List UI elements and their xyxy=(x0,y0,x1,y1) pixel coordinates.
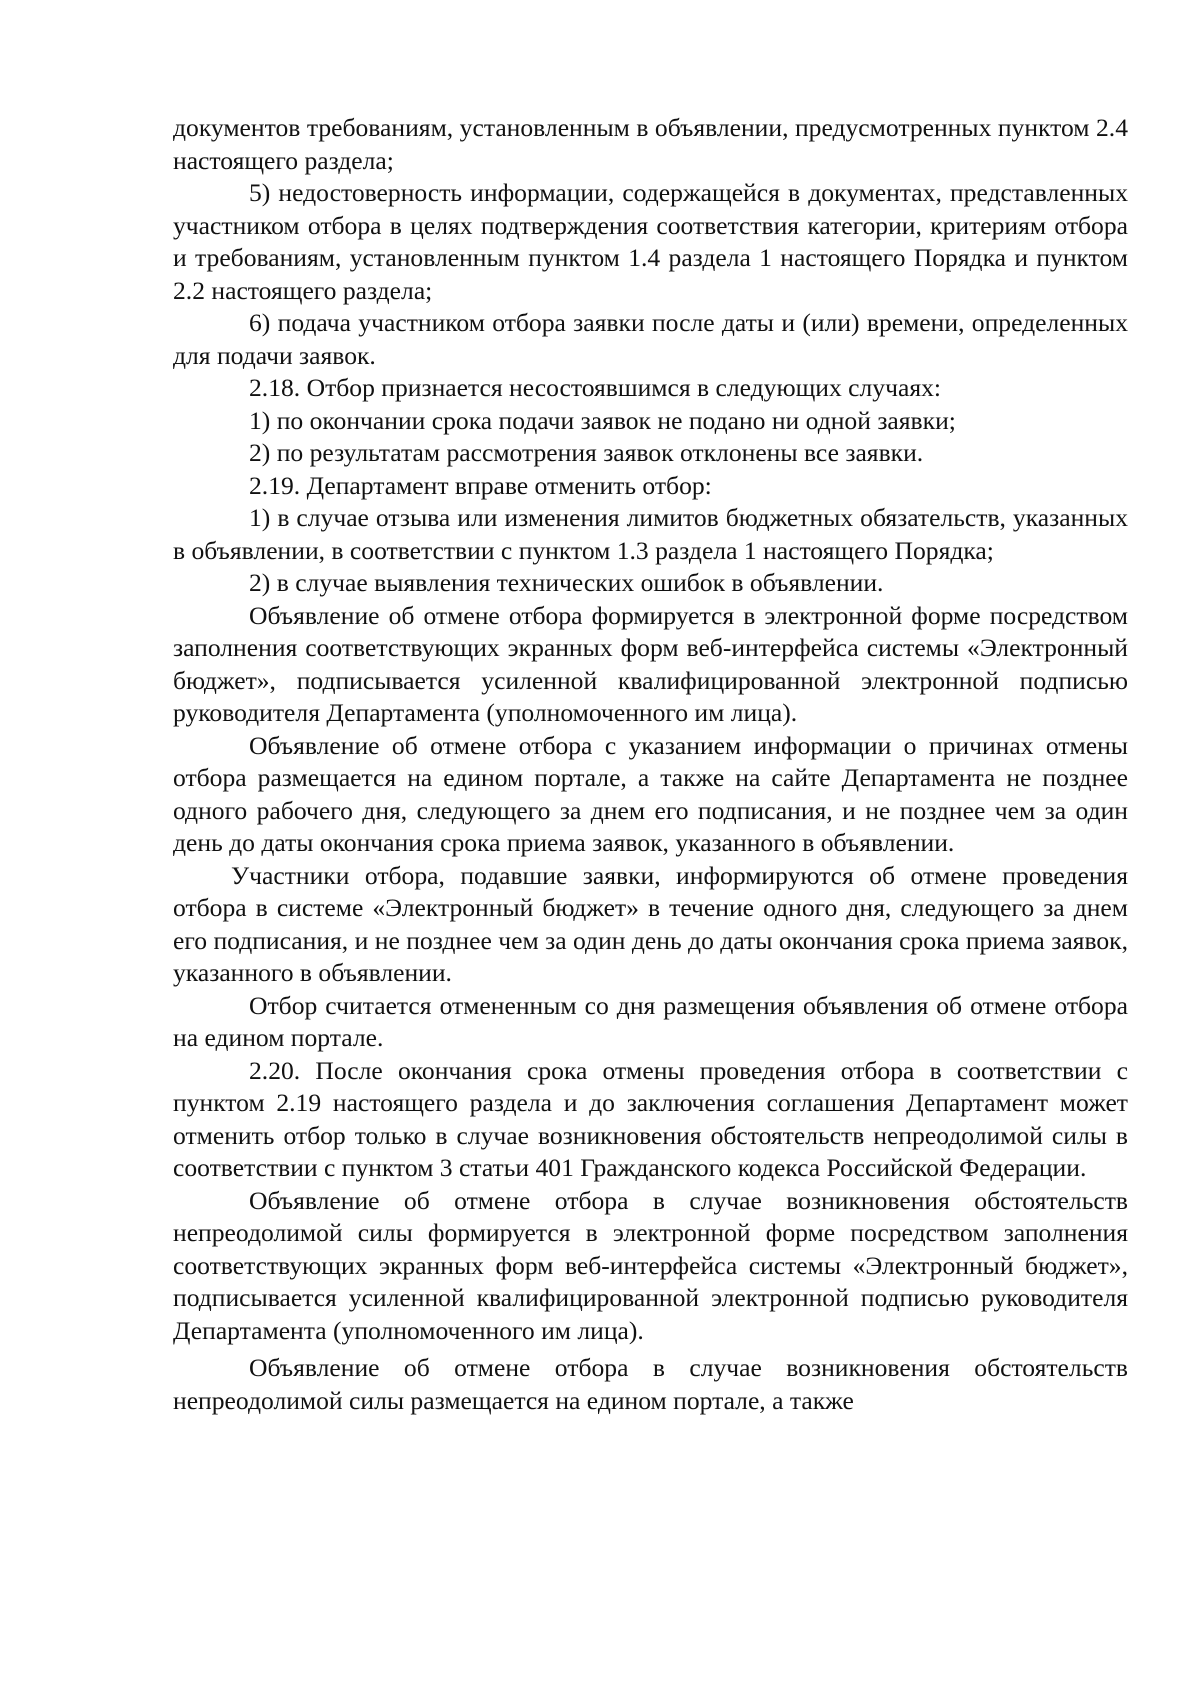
paragraph-2-19-item-1: 1) в случае отзыва или изменения лимитов бюджетных обязательств, указанных в объявлении, в соответствии с пунктом 1.3 раздела 1 настоящего Порядка; xyxy=(173,503,1128,565)
paragraph-2-19: 2.19. Департамент вправе отменить отбор: xyxy=(249,470,712,500)
paragraph-participants-informed: Участники отбора, подавшие заявки, информируются об отмене проведения отбора в системе «Электронный бюджет» в течение одного дня, следующего за днем его подписания, и не позднее чем за один день до даты окончания срока приема заявок, указанного в объявлении. xyxy=(173,860,1128,987)
paragraph-force-majeure-form: Объявление об отмене отбора в случае возникновения обстоятельств непреодолимой силы формируется в электронной форме посредством заполнения соответствующих экранных форм веб-интерфейса системы «Электронный бюджет», подписывается усиленной квалифицированной электронной подписью руководителя Департамента (уполномоченного им лица). xyxy=(173,1185,1128,1345)
paragraph-item-6: 6) подача участником отбора заявки после даты и (или) времени, определенных для подачи заявок. xyxy=(173,308,1128,370)
document-body xyxy=(173,112,1128,1417)
paragraph-cancel-notice-form: Объявление об отмене отбора формируется в электронной форме посредством заполнения соответствующих экранных форм веб-интерфейса системы «Электронный бюджет», подписывается усиленной квалифицированной электронной подписью руководителя Департамента (уполномоченного им лица). xyxy=(173,600,1128,727)
paragraph-2-18: 2.18. Отбор признается несостоявшимся в следующих случаях: xyxy=(249,373,942,402)
paragraph-cancel-notice-publish: Объявление об отмене отбора с указанием информации о причинах отмены отбора размещается на едином портале, а также на сайте Департамента не позднее одного рабочего дня, следующего за днем его подписания, и не позднее чем за один день до даты окончания срока приема заявок, указанного в объявлении. xyxy=(173,730,1128,857)
paragraph-2-19-item-2: 2) в случае выявления технических ошибок в объявлении. xyxy=(249,568,884,597)
paragraph-continuation: документов требованиям, установленным в объявлении, предусмотренных пунктом 2.4 настоящего раздела; xyxy=(173,113,1128,175)
paragraph-force-majeure-publish: Объявление об отмене отбора в случае возникновения обстоятельств непреодолимой силы размещается на едином портале, а также xyxy=(173,1353,1128,1415)
paragraph-2-18-item-1: 1) по окончании срока подачи заявок не подано ни одной заявки; xyxy=(249,405,956,435)
paragraph-2-20: 2.20. После окончания срока отмены проведения отбора в соответствии с пунктом 2.19 настоящего раздела и до заключения соглашения Департамент может отменить отбор только в случае возникновения обстоятельств непреодолимой силы в соответствии с пунктом 3 статьи 401 Гражданского кодекса Российской Федерации. xyxy=(173,1055,1128,1182)
paragraph-cancel-effective: Отбор считается отмененным со дня размещения объявления об отмене отбора на едином портале. xyxy=(173,990,1128,1052)
paragraph-2-18-item-2: 2) по результатам рассмотрения заявок отклонены все заявки. xyxy=(249,438,924,467)
paragraph-item-5: 5) недостоверность информации, содержащейся в документах, представленных участником отбора в целях подтверждения соответствия категории, критериям отбора и требованиям, установленным пунктом 1.4 раздела 1 настоящего Порядка и пунктом 2.2 настоящего раздела; xyxy=(173,178,1128,305)
